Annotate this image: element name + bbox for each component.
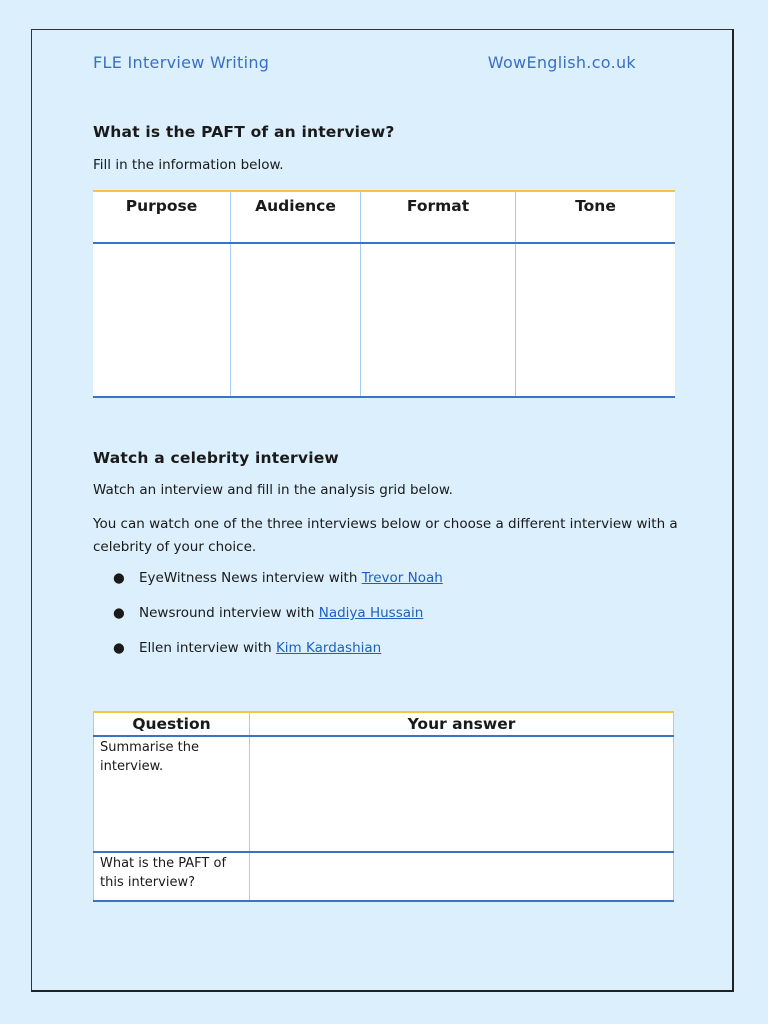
column-header-tone: Tone — [516, 191, 676, 243]
list-item — [113, 605, 443, 640]
format-answer-cell[interactable] — [361, 243, 516, 397]
paft-instruction: Fill in the information below. — [93, 157, 284, 173]
question-cell: What is the PAFT of this interview? — [94, 852, 250, 901]
answer-cell[interactable] — [250, 736, 674, 852]
column-header-audience: Audience — [231, 191, 361, 243]
celebrity-note-line2: celebrity of your choice. — [93, 539, 257, 555]
interview-source: EyeWitness News interview with — [139, 570, 362, 586]
column-header-purpose: Purpose — [93, 191, 231, 243]
bullet-icon: ● — [113, 605, 125, 621]
column-header-question: Question — [94, 712, 250, 736]
interview-source: Newsround interview with — [139, 605, 319, 621]
paft-table — [93, 190, 675, 398]
column-header-format: Format — [361, 191, 516, 243]
analysis-grid — [93, 711, 674, 902]
link-nadiya-hussain[interactable]: Nadiya Hussain — [318, 605, 424, 621]
section-heading-paft: What is the PAFT of an interview? — [93, 123, 395, 141]
page-header — [93, 53, 636, 72]
bullet-icon: ● — [113, 570, 125, 586]
interview-list — [113, 570, 443, 675]
tone-answer-cell[interactable] — [516, 243, 676, 397]
header-site: WowEnglish.co.uk — [487, 53, 636, 72]
header-title: FLE Interview Writing — [93, 53, 270, 72]
column-header-answer: Your answer — [250, 712, 674, 736]
table-row — [94, 852, 674, 901]
list-item — [113, 570, 443, 605]
interview-source: Ellen interview with — [139, 640, 276, 656]
answer-cell[interactable] — [250, 852, 674, 901]
link-trevor-noah[interactable]: Trevor Noah — [361, 570, 443, 586]
celebrity-instruction: Watch an interview and fill in the analysis grid below. — [93, 482, 453, 498]
question-cell: Summarise the interview. — [94, 736, 250, 852]
table-row — [94, 736, 674, 852]
list-item — [113, 640, 443, 675]
audience-answer-cell[interactable] — [231, 243, 361, 397]
link-kim-kardashian[interactable]: Kim Kardashian — [275, 640, 382, 656]
purpose-answer-cell[interactable] — [93, 243, 231, 397]
celebrity-note-line1: You can watch one of the three interviews below or choose a different interview with a — [93, 516, 678, 532]
celebrity-note — [93, 513, 678, 559]
section-heading-celebrity: Watch a celebrity interview — [93, 449, 339, 467]
bullet-icon: ● — [113, 640, 125, 656]
